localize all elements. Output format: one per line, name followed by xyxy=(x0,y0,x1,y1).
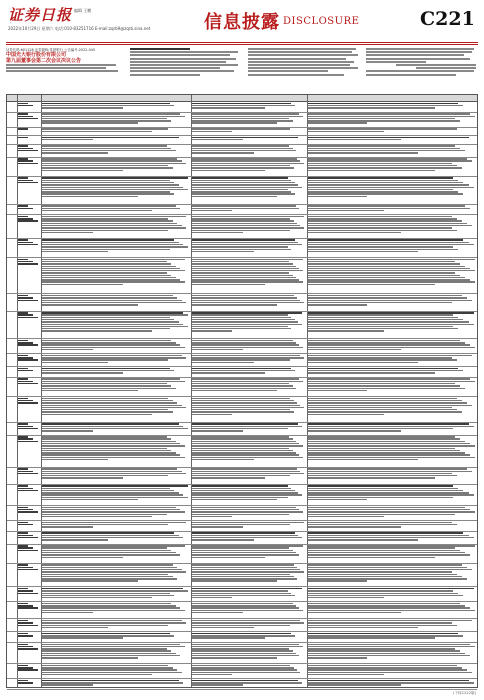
table-cell xyxy=(41,619,191,630)
table-cell xyxy=(7,679,17,688)
table-cell xyxy=(191,679,307,688)
table-cell xyxy=(7,312,17,338)
table-cell xyxy=(41,564,191,586)
table-cell xyxy=(307,367,477,376)
table-cell xyxy=(191,136,307,143)
table-cell xyxy=(17,205,41,214)
amendment-comparison-table xyxy=(6,94,478,688)
table-cell xyxy=(307,436,477,466)
table-cell xyxy=(17,258,41,292)
table-cell xyxy=(41,339,191,352)
table-cell xyxy=(7,532,17,543)
table-cell xyxy=(7,294,17,309)
table-cell xyxy=(41,158,191,175)
table-cell xyxy=(41,258,191,292)
table-row xyxy=(7,112,477,128)
table-cell xyxy=(41,239,191,256)
table-cell xyxy=(191,102,307,111)
table-cell xyxy=(191,587,307,600)
table-row xyxy=(7,563,477,588)
table-cell xyxy=(307,145,477,156)
table-cell xyxy=(41,136,191,143)
table-cell xyxy=(41,312,191,338)
table-cell xyxy=(191,339,307,352)
table-cell xyxy=(17,378,41,395)
table-cell xyxy=(307,128,477,135)
newspaper-logo: 证券日报 xyxy=(8,6,73,24)
table-cell xyxy=(191,564,307,586)
table-cell xyxy=(17,619,41,630)
table-cell xyxy=(191,367,307,376)
table-row xyxy=(7,601,477,619)
table-cell xyxy=(17,102,41,111)
table-row xyxy=(7,467,477,485)
table-cell xyxy=(17,664,41,677)
section-subtitle: DISCLOSURE xyxy=(283,16,360,27)
table-cell xyxy=(41,632,191,641)
table-cell xyxy=(307,177,477,203)
page-number: C221 xyxy=(420,8,475,30)
table-cell xyxy=(7,177,17,203)
table-cell xyxy=(7,485,17,504)
table-cell xyxy=(7,587,17,600)
table-cell xyxy=(7,506,17,519)
table-cell xyxy=(191,258,307,292)
intro-column-4 xyxy=(366,48,478,90)
intro-column-2 xyxy=(130,48,242,90)
table-cell xyxy=(191,643,307,662)
table-cell xyxy=(41,367,191,376)
table-cell xyxy=(17,397,41,421)
table-cell xyxy=(17,532,41,543)
masthead xyxy=(0,0,484,42)
table-cell xyxy=(17,506,41,519)
table-cell xyxy=(17,339,41,352)
table-cell xyxy=(17,145,41,156)
table-cell xyxy=(41,128,191,135)
table-cell xyxy=(7,521,17,530)
table-cell xyxy=(191,632,307,641)
table-cell xyxy=(41,532,191,543)
table-cell xyxy=(307,643,477,662)
table-cell xyxy=(7,354,17,365)
header-rule xyxy=(6,42,478,43)
table-cell xyxy=(17,643,41,662)
table-cell xyxy=(17,177,41,203)
table-cell xyxy=(307,545,477,562)
table-cell xyxy=(307,113,477,126)
table-cell xyxy=(307,158,477,175)
table-cell xyxy=(7,205,17,214)
table-cell xyxy=(17,128,41,135)
table-cell xyxy=(41,643,191,662)
table-cell xyxy=(7,158,17,175)
table-cell xyxy=(17,545,41,562)
table-row xyxy=(7,238,477,258)
table-row xyxy=(7,293,477,311)
table-cell xyxy=(191,619,307,630)
table-cell xyxy=(17,367,41,376)
table-cell xyxy=(7,664,17,677)
table-row xyxy=(7,435,477,468)
table-cell xyxy=(41,436,191,466)
table-cell xyxy=(191,145,307,156)
table-cell xyxy=(307,564,477,586)
announcement-intro xyxy=(6,48,478,90)
table-row xyxy=(7,663,477,679)
table-cell xyxy=(191,436,307,466)
table-cell xyxy=(17,113,41,126)
table-row xyxy=(7,505,477,521)
section-title: 信息披露 xyxy=(204,12,280,33)
table-row xyxy=(7,586,477,602)
table-cell xyxy=(307,312,477,338)
table-cell xyxy=(7,632,17,641)
table-cell xyxy=(17,679,41,688)
table-cell xyxy=(17,136,41,143)
table-cell xyxy=(41,485,191,504)
table-cell xyxy=(191,128,307,135)
announcement-code: 证券代码:601128 证券简称:常熟银行 公告编号:2022-045 xyxy=(6,48,96,52)
table-cell xyxy=(191,239,307,256)
table-cell xyxy=(191,468,307,483)
table-cell xyxy=(41,545,191,562)
editor-credit: 编辑 王鹏 xyxy=(74,8,92,13)
table-cell xyxy=(41,145,191,156)
table-cell xyxy=(41,602,191,617)
table-cell xyxy=(307,664,477,677)
table-cell xyxy=(307,679,477,688)
table-cell xyxy=(307,619,477,630)
table-cell xyxy=(191,215,307,237)
table-cell xyxy=(41,205,191,214)
table-cell xyxy=(191,532,307,543)
table-cell xyxy=(41,102,191,111)
table-cell xyxy=(17,468,41,483)
table-cell xyxy=(7,436,17,466)
table-cell xyxy=(7,602,17,617)
table-cell xyxy=(7,397,17,421)
table-cell xyxy=(191,506,307,519)
table-cell xyxy=(307,397,477,421)
table-cell xyxy=(191,602,307,617)
table-cell xyxy=(41,215,191,237)
table-cell xyxy=(7,367,17,376)
table-cell xyxy=(307,532,477,543)
table-row xyxy=(7,422,477,436)
table-cell xyxy=(7,378,17,395)
table-cell xyxy=(191,177,307,203)
table-cell xyxy=(17,587,41,600)
table-cell xyxy=(191,545,307,562)
table-row xyxy=(7,353,477,367)
table-cell xyxy=(17,436,41,466)
table-cell xyxy=(307,506,477,519)
table-cell xyxy=(307,136,477,143)
table-cell xyxy=(41,113,191,126)
table-cell xyxy=(7,468,17,483)
table-cell xyxy=(7,545,17,562)
table-cell xyxy=(7,136,17,143)
table-cell xyxy=(7,619,17,630)
header-rule-thin xyxy=(6,44,478,45)
table-cell xyxy=(7,215,17,237)
table-row xyxy=(7,544,477,564)
table-cell xyxy=(7,113,17,126)
table-row xyxy=(7,214,477,239)
table-cell xyxy=(7,258,17,292)
table-cell xyxy=(307,521,477,530)
table-cell xyxy=(7,564,17,586)
table-cell xyxy=(17,632,41,641)
table-cell xyxy=(307,468,477,483)
table-cell xyxy=(7,145,17,156)
table-cell xyxy=(41,679,191,688)
table-cell xyxy=(191,378,307,395)
intro-column-3 xyxy=(248,48,360,90)
table-row xyxy=(7,176,477,205)
table-cell xyxy=(191,158,307,175)
table-cell xyxy=(191,397,307,421)
table-cell xyxy=(307,258,477,292)
table-cell xyxy=(41,664,191,677)
table-cell xyxy=(17,158,41,175)
table-cell xyxy=(191,485,307,504)
table-cell xyxy=(41,397,191,421)
table-row xyxy=(7,678,477,690)
table-cell xyxy=(307,354,477,365)
table-cell xyxy=(191,521,307,530)
table-cell xyxy=(17,602,41,617)
table-cell xyxy=(17,312,41,338)
table-cell xyxy=(307,294,477,309)
table-row xyxy=(7,642,477,664)
table-cell xyxy=(41,378,191,395)
table-cell xyxy=(191,354,307,365)
table-cell xyxy=(307,602,477,617)
announcement-title: 第九届董事会第二次会议决议公告 xyxy=(6,58,82,64)
table-row xyxy=(7,531,477,545)
table-cell xyxy=(191,312,307,338)
table-cell xyxy=(41,177,191,203)
table-cell xyxy=(41,468,191,483)
table-row xyxy=(7,157,477,177)
table-cell xyxy=(17,485,41,504)
table-cell xyxy=(307,378,477,395)
table-row xyxy=(7,338,477,354)
table-cell xyxy=(7,102,17,111)
table-cell xyxy=(7,128,17,135)
table-cell xyxy=(307,205,477,214)
table-cell xyxy=(191,664,307,677)
table-cell xyxy=(191,423,307,434)
table-cell xyxy=(17,521,41,530)
table-cell xyxy=(17,294,41,309)
table-cell xyxy=(191,294,307,309)
table-cell xyxy=(307,632,477,641)
table-cell xyxy=(307,239,477,256)
table-row xyxy=(7,484,477,506)
table-cell xyxy=(41,423,191,434)
table-row xyxy=(7,396,477,423)
table-cell xyxy=(41,587,191,600)
table-cell xyxy=(307,423,477,434)
table-cell xyxy=(17,423,41,434)
table-row xyxy=(7,377,477,397)
table-cell xyxy=(307,485,477,504)
table-row xyxy=(7,618,477,632)
table-row xyxy=(7,311,477,340)
table-cell xyxy=(307,587,477,600)
table-cell xyxy=(7,239,17,256)
table-row xyxy=(7,257,477,294)
table-cell xyxy=(7,643,17,662)
dateline: 2022年10月29日 星期六 电话:010-83251716 E-mail:zqrb9@zqrb.sina.net xyxy=(8,26,151,31)
table-cell xyxy=(307,339,477,352)
table-cell xyxy=(307,215,477,237)
table-cell xyxy=(17,564,41,586)
table-cell xyxy=(191,205,307,214)
table-cell xyxy=(7,423,17,434)
table-cell xyxy=(17,215,41,237)
table-cell xyxy=(17,354,41,365)
table-cell xyxy=(17,239,41,256)
continued-note: (下转C222版) xyxy=(453,691,476,695)
table-cell xyxy=(41,506,191,519)
table-cell xyxy=(307,102,477,111)
table-cell xyxy=(191,113,307,126)
table-cell xyxy=(41,294,191,309)
table-cell xyxy=(41,354,191,365)
intro-column-1 xyxy=(6,48,124,90)
company-name: 中国光大银行股份有限公司 xyxy=(6,52,67,58)
table-cell xyxy=(41,521,191,530)
table-row xyxy=(7,144,477,158)
table-cell xyxy=(7,339,17,352)
